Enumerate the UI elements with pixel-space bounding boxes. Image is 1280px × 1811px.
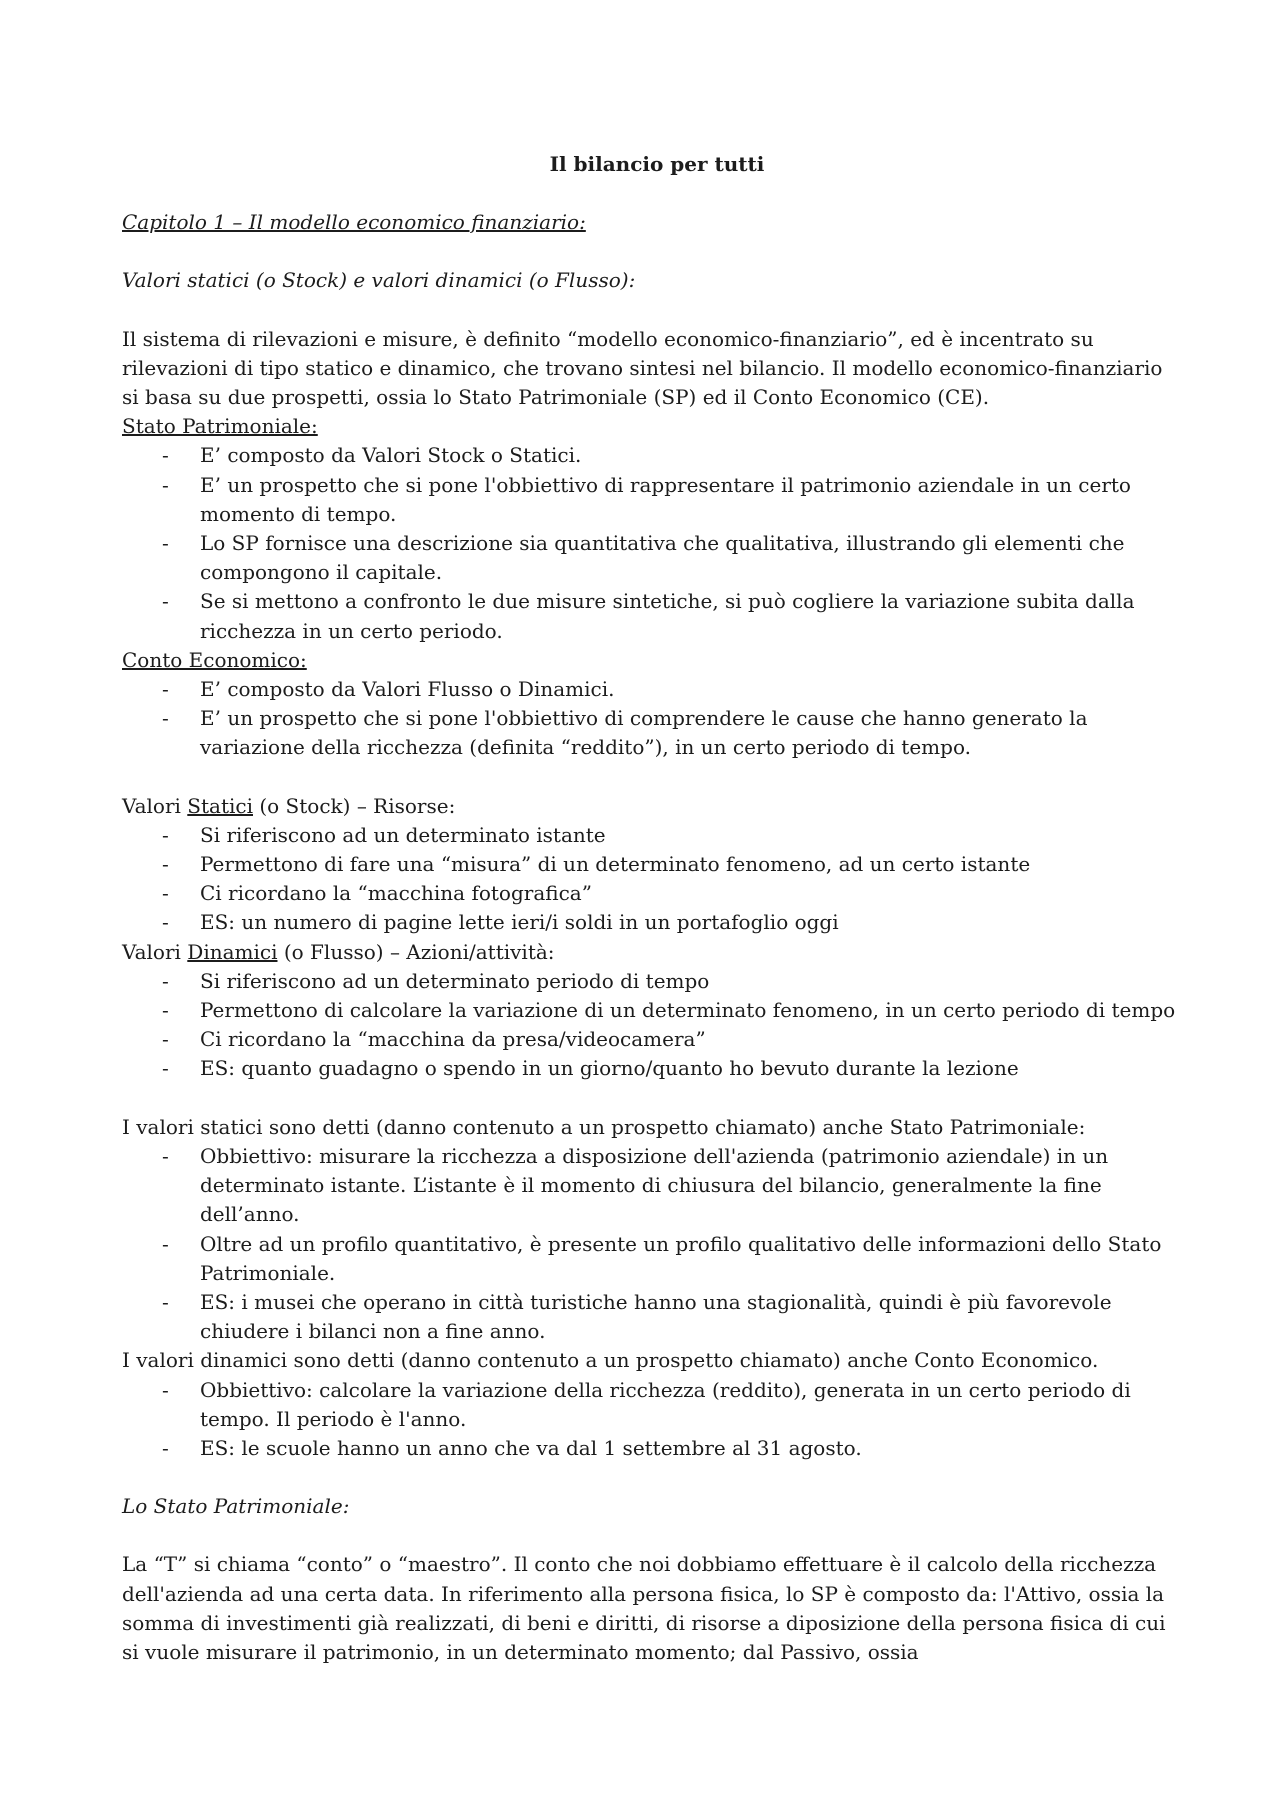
list-item: - ES: un numero di pagine lette ieri/i soldi in un portafoglio oggi (122, 908, 1182, 937)
list-item: - Oltre ad un profilo quantitativo, è presente un profilo qualitativo delle informazioni dello Stato Patrimoniale. (122, 1230, 1182, 1288)
ce-heading: Conto Economico: (122, 647, 307, 672)
list-item: - ES: quanto guadagno o spendo in un giorno/quanto ho bevuto durante la lezione (122, 1054, 1182, 1083)
list-item: - E’ un prospetto che si pone l'obbiettivo di comprendere le cause che hanno generato la variazione della ricchezza (definita “reddito”), in un certo periodo di tempo. (122, 704, 1182, 762)
list-item: - ES: i musei che operano in città turistiche hanno una stagionalità, quindi è più favorevole chiudere i bilanci non a fine anno. (122, 1288, 1182, 1346)
dynamic-list (122, 967, 1182, 1084)
document-body (122, 150, 1182, 1667)
static-values-paragraph: I valori statici sono detti (danno contenuto a un prospetto chiamato) anche Stato Patrimoniale: (122, 1114, 1086, 1139)
list-item: - Permettono di calcolare la variazione di un determinato fenomeno, in un certo periodo di tempo (122, 996, 1182, 1025)
section-heading-values: Valori statici (o Stock) e valori dinamici (o Flusso): (122, 268, 636, 293)
static-list (122, 821, 1182, 938)
dynamic-word: Dinamici (187, 939, 278, 964)
list-item: - Obbiettivo: misurare la ricchezza a disposizione dell'azienda (patrimonio aziendale) in un determinato istante. L’istante è il momento di chiusura del bilancio, generalmente la fine dell’anno. (122, 1142, 1182, 1230)
static-values-list (122, 1142, 1182, 1346)
static-values-heading: Valori Statici (o Stock) – Risorse: (122, 793, 456, 818)
list-item: - Ci ricordano la “macchina da presa/videocamera” (122, 1025, 1182, 1054)
chapter-heading: Capitolo 1 – Il modello economico finanziario: (122, 210, 586, 235)
list-item: - Se si mettono a confronto le due misure sintetiche, si può cogliere la variazione subita dalla ricchezza in un certo periodo. (122, 587, 1182, 645)
list-item: - Permettono di fare una “misura” di un determinato fenomeno, ad un certo istante (122, 850, 1182, 879)
list-item: - ES: le scuole hanno un anno che va dal 1 settembre al 31 agosto. (122, 1434, 1182, 1463)
list-item: - E’ un prospetto che si pone l'obbiettivo di rappresentare il patrimonio aziendale in un certo momento di tempo. (122, 471, 1182, 529)
intro-paragraph: Il sistema di rilevazioni e misure, è definito “modello economico-finanziario”, ed è incentrato su rilevazioni di tipo statico e dinamico, che trovano sintesi nel bilancio. Il modello economico-finanziario si basa su due prospetti, ossia lo Stato Patrimoniale (SP) ed il Conto Economico (CE). (122, 326, 1163, 410)
dynamic-values-heading: Valori Dinamici (o Flusso) – Azioni/attività: (122, 939, 555, 964)
static-word: Statici (187, 793, 253, 818)
dynamic-values-paragraph: I valori dinamici sono detti (danno contenuto a un prospetto chiamato) anche Conto Economico. (122, 1348, 1099, 1373)
list-item: - Si riferiscono ad un determinato periodo di tempo (122, 967, 1182, 996)
list-item: - Lo SP fornisce una descrizione sia quantitativa che qualitativa, illustrando gli elementi che compongono il capitale. (122, 529, 1182, 587)
list-item: - Si riferiscono ad un determinato istante (122, 821, 1182, 850)
final-paragraph: La “T” si chiama “conto” o “maestro”. Il conto che noi dobbiamo effettuare è il calcolo della ricchezza dell'azienda ad una certa data. In riferimento alla persona fisica, lo SP è composto da: l'Attivo, ossia la somma di investimenti già realizzati, di beni e diritti, di risorse a diposizione della persona fisica di cui si vuole misurare il patrimonio, in un determinato momento; dal Passivo, ossia (122, 1552, 1166, 1664)
ce-list (122, 675, 1182, 763)
list-item: - E’ composto da Valori Flusso o Dinamici. (122, 675, 1182, 704)
sp-heading: Stato Patrimoniale: (122, 414, 318, 439)
list-item: - E’ composto da Valori Stock o Statici. (122, 441, 1182, 470)
section-heading-sp: Lo Stato Patrimoniale: (122, 1494, 350, 1519)
sp-list (122, 441, 1182, 645)
list-item: - Ci ricordano la “macchina fotografica” (122, 879, 1182, 908)
document-title: Il bilancio per tutti (549, 152, 765, 176)
list-item: - Obbiettivo: calcolare la variazione della ricchezza (reddito), generata in un certo periodo di tempo. Il periodo è l'anno. (122, 1376, 1182, 1434)
dynamic-values-list (122, 1376, 1182, 1464)
